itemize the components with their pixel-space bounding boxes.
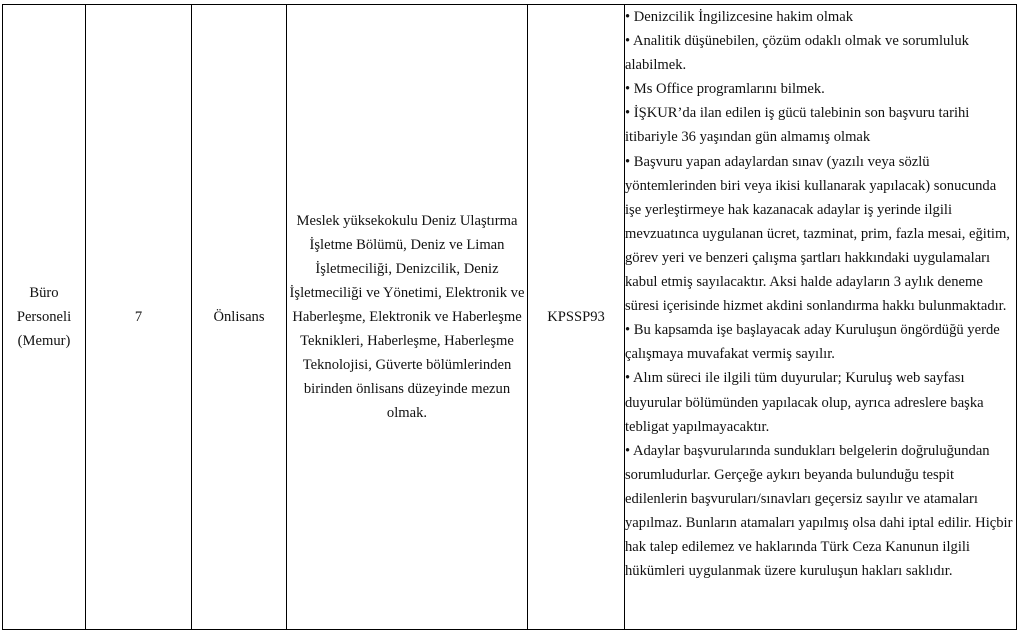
table-row [3, 5, 1017, 630]
requirements-list [625, 5, 1016, 583]
requirement-item: • İŞKUR’da ilan edilen iş gücü talebinin son başvuru tarihi itibariyle 36 yaşından gün almamış olmak [625, 105, 970, 146]
requirement-item: • Denizcilik İngilizcesine hakim olmak [625, 9, 853, 25]
exam-score-type: KPSSP93 [547, 309, 605, 325]
position-cell [3, 5, 86, 630]
requirement-item: • Başvuru yapan adaylardan sınav (yazılı veya sözlü yöntemlerinden biri veya ikisi kullanarak yapılacak) sonucunda işe yerleştirmeye hak kazanacak adaylar iş yerinde ilgili mevzuatınca uygulanan ücret, tazminat, prim, fazla mesai, eğitim, görev yeri ve benzeri çalışma şartları hakkındaki uygulamaları kabul etmiş sayılacaktır. Aksi halde adayların 3 aylık deneme süresi içerisinde hizmet akdini sonlandırma hakkı bulunmaktadır. [625, 153, 1010, 315]
requirement-item: • Alım süreci ile ilgili tüm duyurular; Kuruluş web sayfası duyurular bölümünden yapılacak olup, ayrıca adreslere başka tebligat yapılmayacaktır. [625, 370, 984, 435]
requirement-item: • Bu kapsamda işe başlayacak aday Kuruluşun öngördüğü yerde çalışmaya muvafakat vermiş sayılır. [625, 322, 1000, 363]
exam-score-cell [528, 5, 625, 630]
department-requirement: Meslek yüksekokulu Deniz Ulaştırma İşletme Bölümü, Deniz ve Liman İşletmeciliği, Denizcilik, Deniz İşletmeciliği ve Yönetimi, Elektronik ve Haberleşme, Elektronik ve Haberleşme Teknikleri, Haberleşme, Haberleşme Teknolojisi, Güverte bölümlerinden birinden önlisans düzeyinde mezun olmak. [289, 213, 525, 421]
education-level-cell [192, 5, 287, 630]
requirement-item: • Adaylar başvurularında sundukları belgelerin doğruluğundan sorumludurlar. Gerçeğe aykırı beyanda bulunduğu tespit edilenlerin başvuruları/sınavları geçersiz sayılır ve atamaları yapılmaz. Bunların atamaları yapılmış olsa dahi iptal edilir. Hiçbir hak talep edilemez ve haklarında Türk Ceza Kanunun ilgili hükümleri uygulanmak üzere kuruluşun hakları saklıdır. [625, 442, 1013, 580]
job-listing-table [2, 4, 1017, 630]
position-title: Büro Personeli (Memur) [16, 285, 72, 349]
department-cell [287, 5, 528, 630]
requirement-item: • Ms Office programlarını bilmek. [625, 81, 825, 98]
requirements-cell [625, 5, 1017, 630]
count-cell [86, 5, 192, 630]
requirement-item: • Analitik düşünebilen, çözüm odaklı olmak ve sorumluluk alabilmek. [625, 33, 969, 74]
education-level: Önlisans [213, 309, 265, 325]
position-count: 7 [134, 309, 143, 325]
